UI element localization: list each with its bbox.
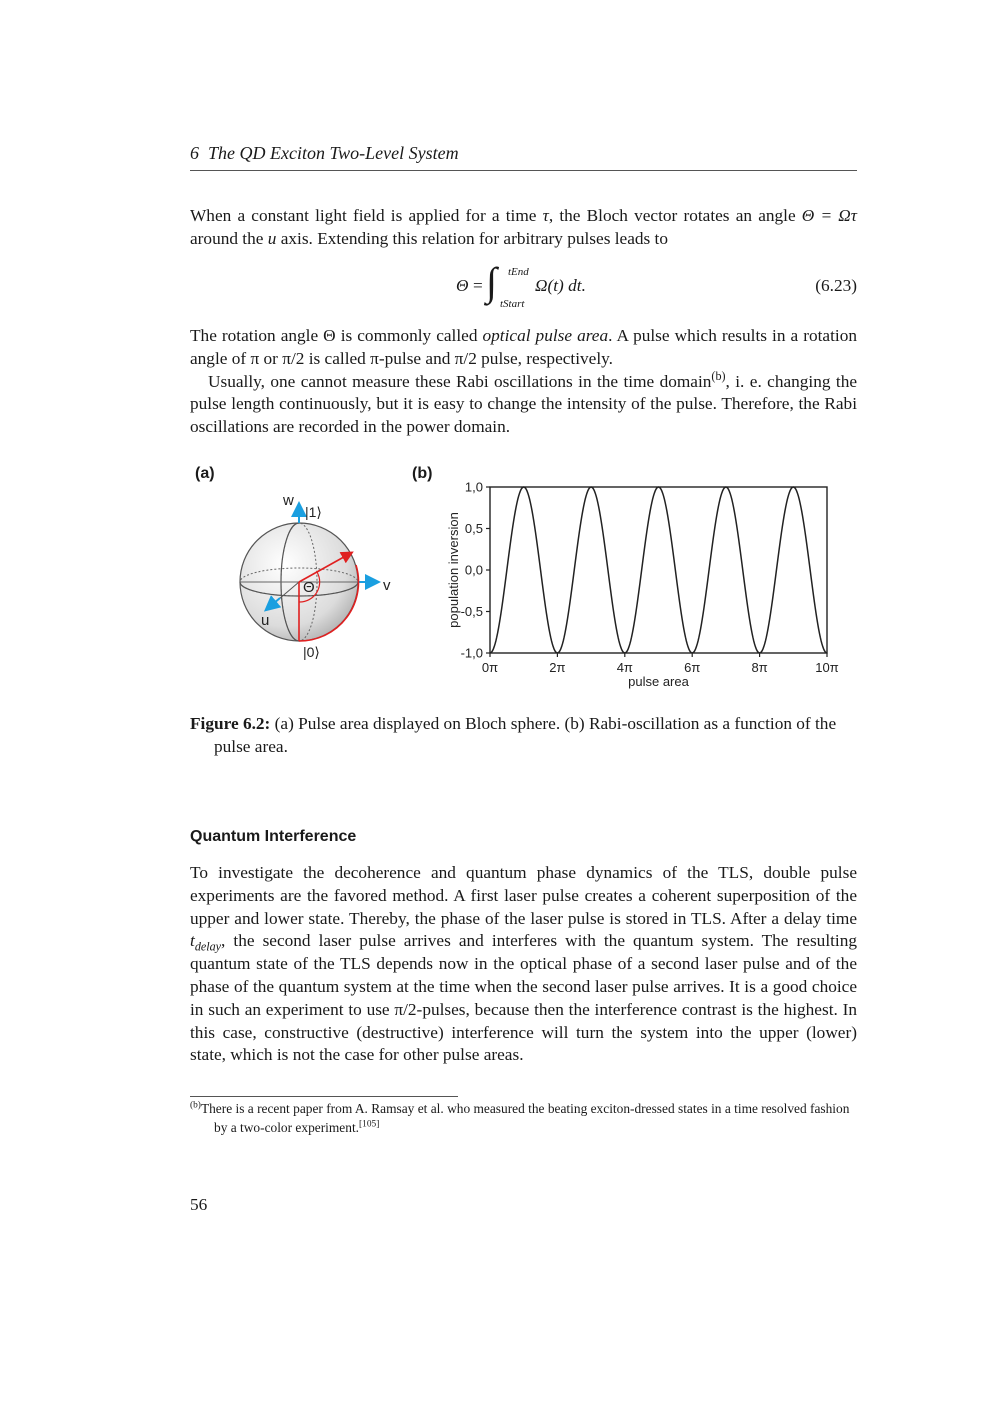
y-tick-label: 1,0 xyxy=(464,479,483,495)
x-axis-label: pulse area xyxy=(628,674,689,689)
text: . A pulse which results in a rotation angle of π or π/2 is called π-pulse and π/2 pulse, respectively. xyxy=(190,326,857,368)
eq-upper-limit: tEnd xyxy=(508,266,529,278)
text: Usually, one cannot measure these Rabi oscillations in the time domain xyxy=(208,371,712,391)
bloch-sphere-diagram xyxy=(225,485,405,670)
figure-caption xyxy=(190,713,857,759)
citation-link[interactable]: [105] xyxy=(359,1119,380,1130)
footnote-mark: (b) xyxy=(190,1100,201,1111)
text: To investigate the decoherence and quantum phase dynamics of the TLS, double pulse experiments are the favored method. A first laser pulse creates a coherent superposition of the upper and lower state. Thereby, the phase of the laser pulse is stored in TLS. After a delay time xyxy=(190,863,857,928)
caption-text: (a) Pulse area displayed on Bloch sphere. (b) Rabi-oscillation as a function of the pulse area. xyxy=(214,714,837,756)
integral-sign: ∫ xyxy=(486,259,497,304)
footnote-rule xyxy=(190,1096,458,1097)
footnote-marker[interactable]: (b) xyxy=(711,368,726,383)
text: , the second laser pulse arrives and interferes with the quantum system. The resulting quantum state of the TLS depends now in the optical phase of a second laser pulse and of the phase of the quantum system at the time when the second laser pulse arrives. It is a good choice in such an experiment to use π/2-pulses, because then the interference contrast is the highest. In this case, constructive (destructive) interference will turn the system into the upper (lower) state, which is not the case for other pulse areas. xyxy=(190,931,857,1065)
y-tick-label: -1,0 xyxy=(460,645,483,661)
footnote xyxy=(190,1099,857,1137)
paragraph-2b xyxy=(190,368,857,439)
y-tick-label: 0,5 xyxy=(464,521,483,536)
ket-zero-label: |0⟩ xyxy=(303,644,320,660)
eq-integrand: Ω(t) dt. xyxy=(535,276,586,295)
y-tick-label: 0,0 xyxy=(464,562,483,578)
chapter-number: 6 xyxy=(190,143,199,163)
paragraph-2 xyxy=(190,325,857,439)
theta-label: Θ xyxy=(303,579,315,596)
figure-label-b: (b) xyxy=(412,465,433,482)
chapter-title: The QD Exciton Two-Level System xyxy=(208,143,459,163)
ket-one-label: |1⟩ xyxy=(305,504,322,520)
paragraph-1 xyxy=(190,205,857,251)
text: , the Bloch vector rotates an angle xyxy=(548,206,802,225)
text: When a constant light field is applied for a time xyxy=(190,206,543,225)
footnote-text: There is a recent paper from A. Ramsay et al. who measured the beating exciton-dressed states in a time resolved fashion by a two-color experiment. xyxy=(200,1101,850,1135)
text: around the xyxy=(190,228,268,248)
y-axis-label: population inversion xyxy=(446,512,461,628)
paragraph-2a xyxy=(190,325,857,371)
math-relation: Θ = Ωτ xyxy=(801,206,857,225)
u-axis-label: u xyxy=(261,612,270,629)
v-axis-label: v xyxy=(383,577,391,594)
running-header xyxy=(190,143,857,171)
section-heading: Quantum Interference xyxy=(190,828,357,845)
emphasis-term: optical pulse area xyxy=(482,326,609,345)
rabi-curve xyxy=(490,487,827,653)
text: The rotation angle Θ is commonly called xyxy=(190,326,483,345)
math-u: u xyxy=(267,228,277,248)
eq-sign: = xyxy=(473,276,483,295)
x-tick-label: 0π xyxy=(481,660,499,675)
text: axis. Extending this relation for arbitrary pulses leads to xyxy=(276,228,669,248)
equation-number: (6.23) xyxy=(815,276,857,295)
x-tick-label: 6π xyxy=(684,660,701,675)
math-t: t xyxy=(190,931,195,951)
eq-lhs: Θ xyxy=(456,276,469,295)
text: , i. e. changing the pulse length continuously, but it is easy to change the intensity of the pulse. Therefore, the Rabi oscillations are recorded in the power domain. xyxy=(190,371,857,437)
paragraph-3 xyxy=(190,862,857,1067)
caption-label: Figure 6.2: xyxy=(190,714,271,733)
y-ticks xyxy=(461,480,490,661)
figure-label-a: (a) xyxy=(195,465,215,482)
page-number: 56 xyxy=(190,1195,208,1214)
w-axis-label: w xyxy=(283,492,294,509)
equation-6-23 xyxy=(190,259,857,312)
x-tick-label: 8π xyxy=(751,660,768,675)
math-subscript: delay xyxy=(194,939,222,954)
math-tau: τ xyxy=(542,206,549,225)
y-tick-label: -0,5 xyxy=(460,604,483,619)
eq-lower-limit: tStart xyxy=(500,298,525,310)
x-ticks xyxy=(482,653,839,675)
x-tick-label: 10π xyxy=(815,660,839,675)
x-tick-label: 2π xyxy=(549,660,566,675)
rabi-oscillation-chart xyxy=(430,478,860,700)
x-tick-label: 4π xyxy=(616,660,633,675)
